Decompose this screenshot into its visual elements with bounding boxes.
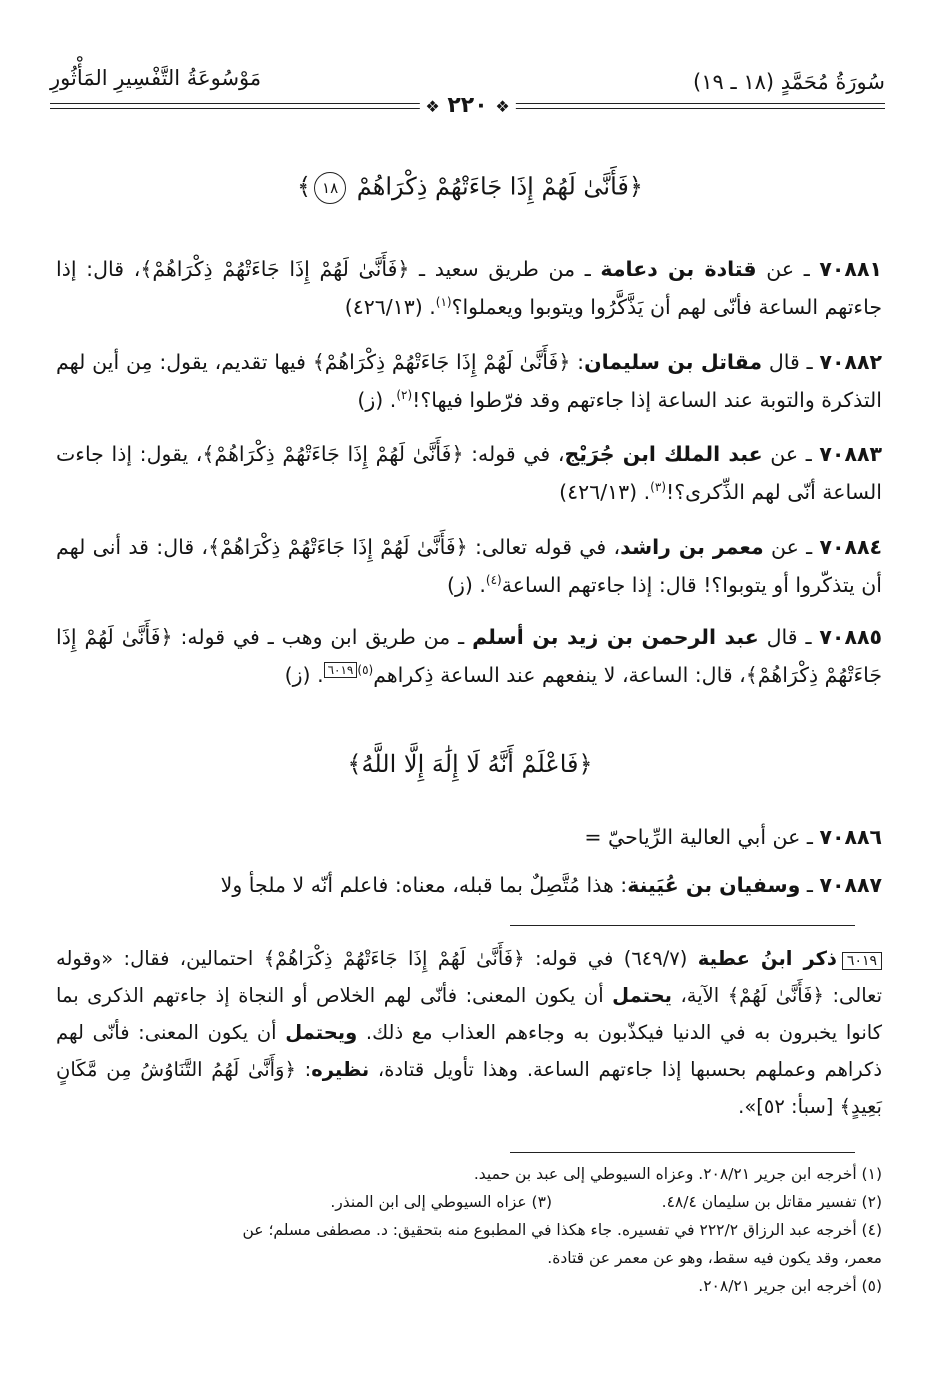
- footnote-text: (١) أخرجه ابن جرير ٢٠٨/٢١. وعزاه السيوطي إلى عبد بن حميد.: [473, 1165, 882, 1183]
- narration-paragraph: [56, 818, 882, 856]
- text-run: . (٤٢٦/١٣): [344, 295, 436, 319]
- footnote-ref: (٣): [650, 480, 666, 495]
- footnote-separator: [510, 1152, 855, 1153]
- footnote-text: (٣) عزاه السيوطي إلى ابن المنذر.: [330, 1193, 552, 1211]
- text-run: (٦٤٩/٧) في قوله:: [524, 947, 698, 970]
- surah-title: سُورَةُ مُحَمَّدٍ (١٨ ـ ١٩): [693, 70, 885, 94]
- narration-number: ٧٠٨٨١: [819, 257, 882, 281]
- narrator-name: وسفيان بن عُيَينة: [627, 873, 801, 897]
- narrator-name: نظيره: [311, 1058, 370, 1081]
- text-run: ـ قال: [762, 350, 820, 374]
- narration-number: ٧٠٨٨٢: [819, 350, 882, 374]
- text-run: :: [570, 350, 585, 374]
- narrator-name: ذكر ابنُ عطية: [697, 947, 837, 970]
- narration-paragraph: [56, 618, 882, 694]
- text-run: ، في قوله تعالى:: [467, 535, 621, 559]
- narrator-name: عبد الرحمن بن زيد بن أسلم: [472, 625, 759, 649]
- footnote-ref: (٢): [396, 388, 413, 403]
- footnote: [56, 1160, 882, 1188]
- narration-paragraph: [56, 250, 882, 326]
- narration-paragraph: [56, 528, 882, 604]
- verse-close-bracket: ﴾: [297, 172, 312, 201]
- commentary-block: [56, 940, 882, 1125]
- text-run: . (ز): [284, 663, 324, 687]
- book-title: مَوْسُوعَةُ التَّفْسِيرِ المَأْثُورِ: [50, 66, 262, 90]
- text-run: ـ عن أبي العالية الرِّياحيّ =: [584, 825, 820, 849]
- text-run: ـ من طريق ابن وهب ـ في قوله:: [172, 625, 473, 649]
- commentary-separator: [510, 925, 855, 926]
- narration-paragraph: [56, 343, 882, 419]
- narrator-name: ويحتمل: [285, 1021, 358, 1044]
- quran-quote: ﴿فَأَنَّىٰ لَهُمْ إِذَا جَاءَتْهُمْ ذِكْرَاهُمْ﴾: [56, 625, 882, 687]
- text-run: ـ عن: [756, 257, 820, 281]
- quran-quote: ﴿فَأَنَّىٰ لَهُمْ إِذَا جَاءَتْهُمْ ذِكْرَاهُمْ﴾: [202, 442, 464, 466]
- text-run: أن يكون المعنى: فأنّى لهم الخلاص أو النجاة إذ جاءتهم الذكرى بما كانوا يخبرون به في الدنيا فيكذّبون به وجاءهم العذاب مع ذلك.: [56, 984, 882, 1044]
- text-run: ـ من طريق سعيد ـ: [409, 257, 601, 281]
- verse-heading: [60, 750, 880, 778]
- commentary-number-box: ٦٠١٩: [842, 952, 882, 970]
- narration-number: ٧٠٨٨٥: [819, 625, 882, 649]
- narration-paragraph: [56, 435, 882, 511]
- quran-quote: ﴿وَأَنَّىٰ لَهُمُ التَّنَاوُشُ مِن مَّكَانٍ بَعِيدٍ﴾: [56, 1058, 882, 1118]
- footnote: [56, 1272, 882, 1300]
- commentary-ref-box: ٦٠١٩: [324, 662, 358, 678]
- quran-quote: ﴿فَأَنَّىٰ لَهُمْ﴾: [727, 984, 824, 1007]
- text-run: ـ عن: [763, 535, 820, 559]
- narrator-name: معمر بن راشد: [620, 535, 764, 559]
- narrator-name: يحتمل: [612, 984, 672, 1007]
- narrator-name: قتادة بن دعامة: [600, 257, 757, 281]
- footnote-text: (٥) أخرجه ابن جرير ٢٠٨/٢١.: [698, 1277, 882, 1295]
- footnote-text: (٢) تفسير مقاتل بن سليمان ٤٨/٤.: [661, 1193, 882, 1211]
- text-run: [سبأ: ٥٢]».: [738, 1095, 840, 1118]
- text-run: ـ قال: [758, 625, 820, 649]
- narrator-name: عبد الملك ابن جُرَيْج: [564, 442, 763, 466]
- narration-paragraph: [56, 866, 882, 904]
- text-run: ، قال: إذا جاءتهم الساعة فأنّى لهم أن يَذَّكَّرُوا ويتوبوا ويعملوا؟: [56, 257, 882, 319]
- footnote-ref: (٥): [357, 663, 374, 678]
- text-run: :: [295, 1058, 312, 1081]
- text-run: : هذا مُتَّصِلٌ بما قبله، معناه: فاعلم أنّه لا ملجأ ولا: [220, 873, 628, 897]
- text-run: ، قال: قد أنى لهم أن يتذكّروا أو يتوبوا؟! قال: إذا جاءتهم الساعة: [56, 535, 882, 597]
- ornament-icon: ❖: [425, 97, 440, 116]
- page-number-block: [419, 93, 515, 118]
- narration-number: ٧٠٨٨٣: [819, 442, 882, 466]
- narration-number: ٧٠٨٨٧: [819, 873, 882, 897]
- text-run: احتمالين، فقال: «وقوله تعالى:: [56, 947, 882, 1007]
- text-run: . (ز): [446, 573, 486, 597]
- verse-number-medallion: ١٨: [314, 172, 346, 204]
- footnote-ref: (١): [435, 295, 452, 310]
- footnote-text: (٤) أخرجه عبد الرزاق ٢٢٢/٢ في تفسيره. جاء هكذا في المطبوع منه بتحقيق: د. مصطفى مسلم؛ عن: [242, 1221, 882, 1239]
- narration-number: ٧٠٨٨٤: [819, 535, 882, 559]
- text-run: . (ز): [357, 388, 397, 412]
- ornament-icon: ❖: [495, 97, 510, 116]
- text-run: الآية،: [672, 984, 728, 1007]
- page-header: [50, 60, 885, 130]
- footnote: [56, 1244, 882, 1272]
- footnote-ref: (٤): [485, 573, 502, 588]
- footnote: [56, 1216, 882, 1244]
- text-run: ـ عن: [762, 442, 820, 466]
- text-run: ، في قوله:: [463, 442, 565, 466]
- text-run: ، يقول: إذا جاءت الساعة أنّى لهم الذِّكرى؟!: [56, 442, 882, 504]
- text-run: ، قال: الساعة، لا ينفعهم عند الساعة ذِكراهم: [373, 663, 746, 687]
- verse-text: ﴿فَأَنَّىٰ لَهُمْ إِذَا جَاءَتْهُمْ ذِكْرَاهُمْ: [356, 172, 643, 201]
- text-run: . (٤٢٦/١٣): [559, 480, 651, 504]
- quran-quote: ﴿فَأَنَّىٰ لَهُمْ إِذَا جَاءَتْهُمْ ذِكْرَاهُمْ﴾: [140, 257, 410, 281]
- footnote: [56, 1188, 882, 1216]
- footnote-text: معمر، وقد يكون فيه سقط، وهو عن معمر عن قتادة.: [547, 1249, 882, 1267]
- text-run: ـ: [800, 873, 820, 897]
- page-number: ٢٢٠: [447, 93, 488, 118]
- narrator-name: مقاتل بن سليمان: [584, 350, 763, 374]
- footnotes: [56, 1160, 882, 1300]
- verse-text: ﴿فَاعْلَمْ أَنَّهُ لَا إِلَٰهَ إِلَّا اللَّهُ﴾: [347, 750, 593, 778]
- text-run: فيها تقديم، يقول: مِن أين لهم التذكرة والتوبة عند الساعة إذا جاءتهم وقد فرّطوا فيها؟!: [56, 350, 882, 412]
- narration-number: ٧٠٨٨٦: [819, 825, 882, 849]
- text-run: أن يكون المعنى: فأنّى لهم ذكراهم وعملهم بحسبها إذا جاءتهم الساعة. وهذا تأويل قتادة،: [56, 1021, 882, 1081]
- quran-quote: ﴿فَأَنَّىٰ لَهُمْ إِذَا جَاءَتْهُمْ ذِكْرَاهُمْ﴾: [263, 947, 525, 970]
- verse-heading: [60, 172, 880, 204]
- quran-quote: ﴿فَأَنَّىٰ لَهُمْ إِذَا جَاءَتْهُمْ ذِكْرَاهُمْ﴾: [208, 535, 468, 559]
- quran-quote: ﴿فَأَنَّىٰ لَهُمْ إِذَا جَاءَتْهُمْ ذِكْرَاهُمْ﴾: [312, 350, 571, 374]
